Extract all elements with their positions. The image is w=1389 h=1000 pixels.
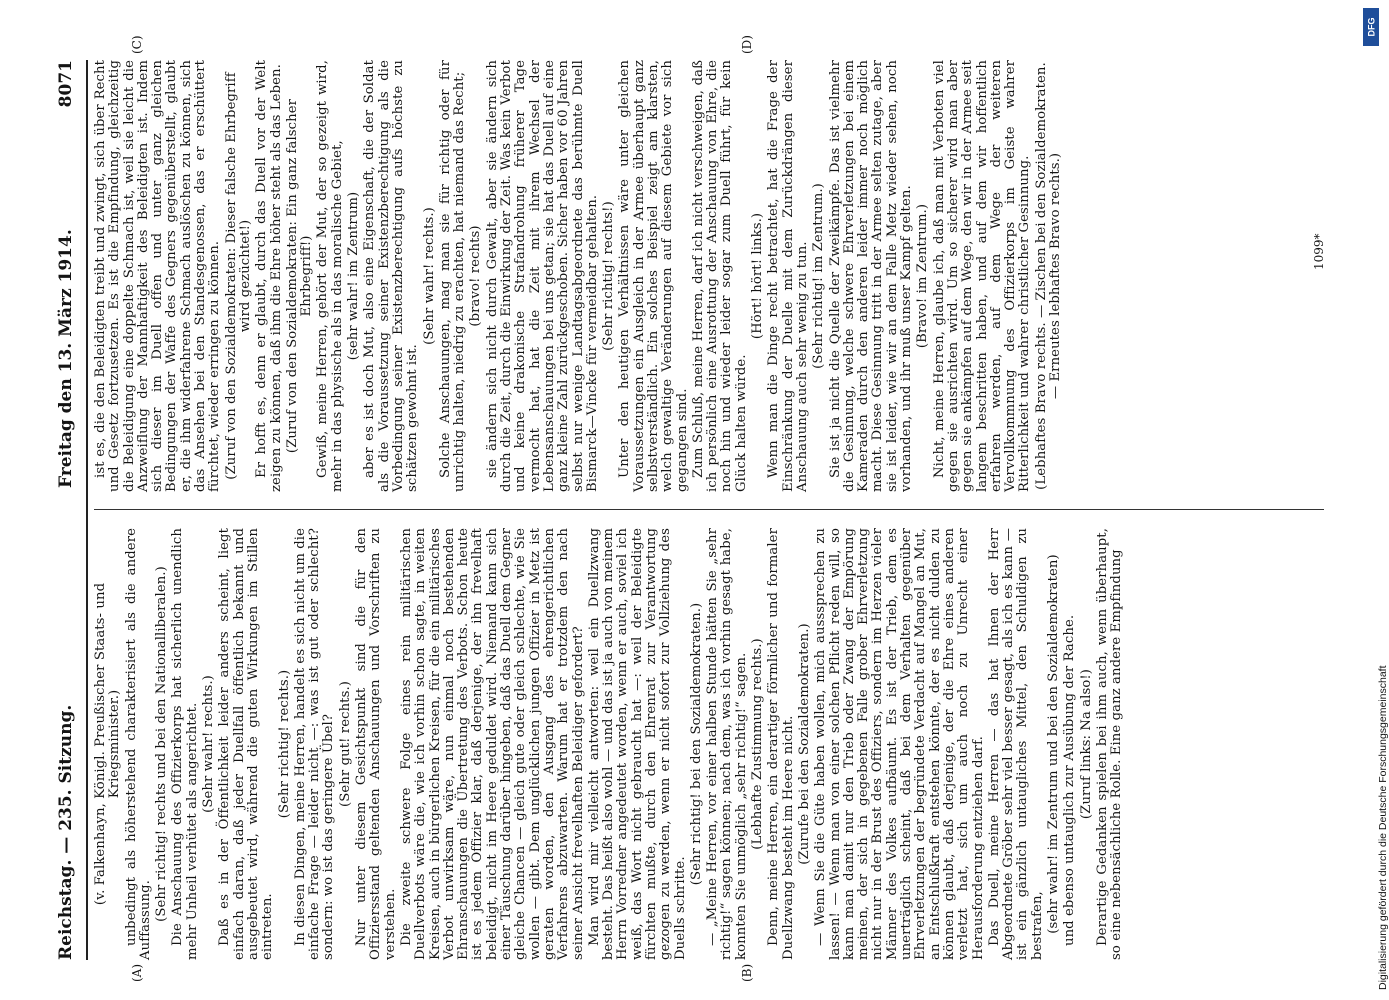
paragraph: sie ändern sich nicht durch Gewalt, aber sie ändern sich durch die Zeit, durch die Einwirkung der Zeit. Was kein Verbot und keine drakonische Strafandrohung früherer Tage vermocht hat, hat die Zeit mit ihrem Wechsel der Lebensanschauungen bei uns getan; sie hat das Duell auf eine ganz kleine Zahl zurückgeschoben. Sicher haben vor 60 Jahren selbst nur wenige Landtagsabgeordnete das berühmte Duell Bismarck—Vincke für vermeidbar gehalten. [484,60,600,492]
interjection: (Sehr richtig! rechts.) [276,669,292,819]
paragraph: Gewiß, meine Herren, gehört der Mut, der so gezeigt wird, mehr in das physische als in das moralische Gebiet, [315,60,345,492]
left-column [94,528,1126,960]
paragraph: Unter den heutigen Verhältnissen wäre unter gleichen Voraussetzungen ein Ausgleich in der Armee überhaupt ganz selbstverständlich. Ein solches Beispiel zeigt am klarsten, welch gewaltige Veränderungen auf diesem Gebiete vor sich gegangen sind. [617,60,690,492]
paragraph: Nicht, meine Herren, glaube ich, daß man mit Verboten viel gegen sie ausrichten wird. Um so sicherer wird man aber gegen sie ankämpfen auf dem Wege, den wir in der Armee seit langem beschritten haben, und auf dem wir hoffentlich erfahren werden, auf dem Wege der weiteren Vervollkommnung des Offizierkorps im Geiste wahrer Ritterlichkeit und wahrer christlicher Gesinnung. [931,60,1033,492]
paragraph: ist es, die den Beleidigten treibt und zwingt, sich über Recht und Gesetz fortzusetzen. Es ist die Empfindung, gleichzeitig die Beleidigung eine doppelte Schmach ist, weil sie leicht die Anzweiflung der Mannhaftigkeit des Beleidigten ist. Indem sich dieser im Duell offen und unter ganz gleichen Bedingungen der Waffe des Gegners gegenüberstellt, glaubt er, die ihm widerfahrene Schmach auslöschen zu können, sich das Ansehen bei den Standesgenossen, das er erschüttert fürchtet, wieder erringen zu können. [93,60,223,492]
paragraph: Die zweite schwere Folge eines rein militärischen Duellverbots wäre die, wie ich vorhin schon sagte, in weiten Kreisen, auch in bürgerlichen Kreisen, für die ein militärisches Verbot unwirksam wäre, nun einmal noch bestehenden Ehranschauungen die Übertretung des Verbots. Schon heute ist es jedem Offizier klar, daß derjenige, der ihn frevelhaft beleidigt, nicht im Heere geduldet wird. Niemand kann sich einer Täuschung darüber hingeben, daß das Duell dem Gegner gleiche Chancen — gleich gute oder gleich schlechte, wie Sie wollen — gibt. Dem unglücklichen jungen Offizier in Metz ist geraten worden, den Ausgang des ehrengerichtlichen Verfahrens abzuwarten. Warum hat er trotzdem den nach seiner Ansicht frevelhaften Beleidiger gefordert? [398,528,586,960]
paragraph: Zum Schluß, meine Herren, darf ich nicht verschweigen, daß ich persönlich eine Ausrottung der Anschauung von Ehre, die noch hin und wieder leider sogar zum Duell führt, für kein Glück halten würde. [690,60,749,492]
paragraph: unbedingt als höherstehend charakterisiert als die andere Auffassung. [123,528,153,960]
signature-mark: 1099* [1312,233,1326,270]
margin-marker-d: (D) [740,35,754,54]
paragraph: Wenn man die Dinge recht betrachtet, hat die Frage der Einschränkung der Duelle mit dem Zurückdrängen dieser Anschauung auch sehr wenig zu tun. [766,60,810,492]
side-note [1357,10,1389,990]
paragraph: aber es ist doch Mut, also eine Eigenschaft, die der Soldat als die Voraussetzung seiner Existenzberechtigung als die Vorbedingung seiner Existenzberechtigung aufs höchste zu schätzen gewohnt ist. [362,60,421,492]
column-divider [94,509,1324,510]
interjection: (Zuruf von den Sozialdemokraten: Dieser falsche Ehrbegriff wird gezüchtet!) [223,72,253,480]
paragraph: Solche Anschauungen, mag man sie für richtig oder für unrichtig halten, niedrig zu erachten, hat niemand das Recht; [437,60,468,492]
interjection: (Bravo! im Zentrum.) [915,203,931,349]
digitization-note: Digitalisierung gefördert durch die Deutsche Forschungsgemeinschaft [1377,665,1389,990]
interjection: (Sehr richtig! rechts und bei den Nationalliberalen.) [154,566,170,922]
speaker-line: (v. Falkenhayn, Königl. Preußischer Staats- und Kriegsminister.) [93,582,123,906]
margin-marker-a: (A) [130,963,144,982]
dfg-logo: DFG [1363,8,1379,46]
margin-marker-c: (C) [130,35,144,54]
paragraph: Das Duell, meine Herren — das hat Ihnen der Herr Abgeordnete Gröber sehr viel besser gesagt, als ich es kann — ist ein gänzlich untaugliches Mittel, den Schuldigen zu bestrafen, [986,528,1045,960]
paragraph: Derartige Gedanken spielen bei ihm auch, wenn überhaupt, so eine nebensächliche Rolle. Eine ganz andere Empfindung [1094,528,1125,960]
interjection: (Zuruf von den Sozialdemokraten: Ein ganz falscher Ehrbegriff!) [284,98,315,454]
paragraph: Die Anschauung des Offizierkorps hat sicherlich unendlich mehr Unheil verhütet als angerichtet. [170,528,200,960]
interjection: (Sehr gut! rechts.) [337,681,353,807]
paragraph: Nur unter diesem Gesichtspunkt sind die für den Offiziersstand geltenden Anschauungen und Vorschriften zu verstehen. [354,528,398,960]
rotated-page-content [50,35,1340,982]
paragraph: — Wenn Sie die Güte haben wollen, mich ausssprechen zu lassen! — Wenn man von einer solchen Pflicht reden will, so kann man damit nur den Trieb oder Zwang der Empörung meinen, der sich in gegebenen Falle grober Ehrverletzung nicht nur in der Brust des Offiziers, sondern im Herzen vieler Männer des Volkes aufbäumt. Es ist der Trieb, dem es unerträglich scheint, daß bei dem Verhalten gegenüber Ehrverletzungen der begründete Verdacht auf Mangel an Mut, an Entschlußkraft entstehen könnte, der es nicht dulden zu können glaubt, daß derjenige, der die Ehre eines anderen verletzt hat, sich um auch noch zu Unrecht einer Herausforderung entziehen darf. [813,528,986,960]
page-header [50,60,84,960]
paragraph: Sie ist ja nicht die Quelle der Zweikämpfe. Das ist vielmehr die Gesinnung, welche schwere Ehrverletzungen bei einem Kameraden durch den anderen leider immer noch möglich macht. Diese Gesinnung tritt in der Armee selten zutage, aber sie ist leider, wie wir an dem Falle Metz wieder sehen, noch vorhanden, und ihr muß unser Kampf gelten. [827,60,915,492]
paragraph: Daß es in der Öffentlichkeit leider anders scheint, liegt einfach daran, daß jeder Duellfall öffentlich bekannt und ausgebeutet wird, während die guten Wirkungen im Stillen eintreten. [217,528,276,960]
paragraph: Denn, meine Herren, ein derartiger förmlicher und formaler Duellzwang besteht im Heere nicht. [766,528,796,960]
paragraph: In diesen Dingen, meine Herren, handelt es sich nicht um die einfache Frage — leider nicht —: was ist gut oder schlecht? sondern: wo ist das geringere Übel? [292,528,337,960]
interjection: (Zurufe bei den Sozialdemokraten.) [796,623,812,865]
interjection: (sehr wahr! im Zentrum) [346,191,362,361]
header-session: Reichstag. — 235. Sitzung. [56,704,76,960]
header-rule [86,60,88,960]
paragraph: Er hofft es, denn er glaubt, durch das Duell vor der Welt zeigen zu können, daß ihm die Ehre höher steht als das Leben. [254,60,284,492]
interjection: (Lebhaftes Bravo rechts. — Zischen bei den Sozialdemokraten. — Erneutes lebhaftes Bravo rechts.) [1033,62,1063,490]
interjection: (Sehr wahr! rechts.) [421,207,437,345]
interjection: (Sehr richtig! rechts!) [601,201,617,351]
paragraph: Man wird mir vielleicht antworten: weil ein Duellzwang besteht. Das heißt also wohl — und das ist ja auch von meinem Herrn Vorredner angedeutet worden, wenn er auch, soviel ich weiß, das Wort nicht gebraucht hat —: weil der Beleidigte fürchten mußte, durch den Ehrenrat zur Verantwortung gezogen zu werden, wenn er nicht sofort zur Vollziehung des Duells schritte. [586,528,688,960]
paragraph: und ebenso untauglich zur Ausübung der Rache. [1062,614,1078,946]
interjection: (Lebhafte Zustimmung rechts.) [750,638,766,850]
interjection: (bravo! rechts) [468,225,484,327]
margin-marker-b: (B) [740,963,754,982]
interjection: (Sehr richtig! bei den Sozialdemokraten.) [688,602,704,886]
interjection: (Sehr wahr! rechts.) [201,675,217,813]
right-column [94,60,1065,492]
interjection: (sehr wahr! im Zentrum und bei den Sozialdemokraten) [1046,554,1061,934]
header-page-number: 8071 [56,60,76,108]
interjection: (Hört! hört! links.) [750,212,766,340]
header-date: Freitag den 13. März 1914. [56,229,76,488]
interjection: (Sehr richtig! im Zentrum.) [811,183,827,369]
interjection: (Zuruf links: Na also!) [1078,668,1094,820]
paragraph: — „Meine Herren, vor einer halben Stunde hätten Sie „sehr richtig!“ sagen können; nach dem, was ich vorhin gesagt habe, konnten Sie unmöglich „sehr richtig!“ sagen. [705,528,749,960]
